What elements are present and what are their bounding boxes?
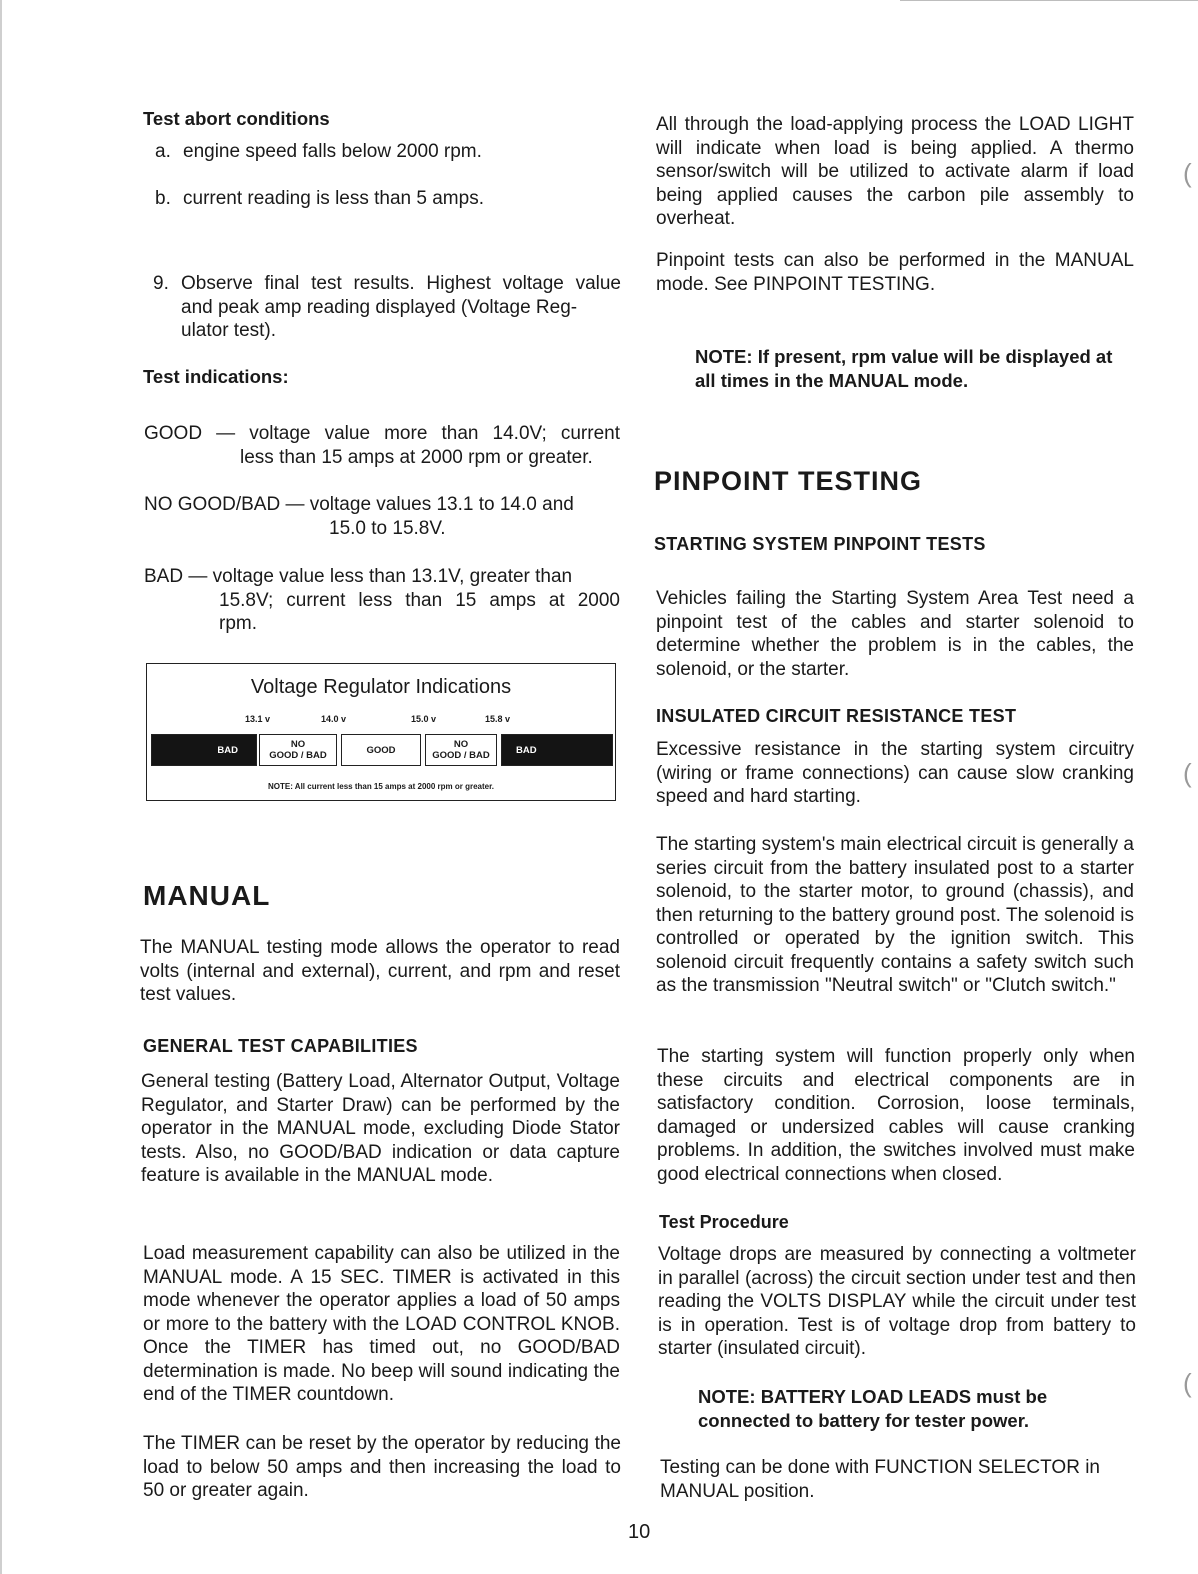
- bad-line-2: 15.8V; current less than 15 amps at 2000: [219, 589, 620, 611]
- vr-seg-good: GOOD: [341, 734, 421, 766]
- testing-para: Testing can be done with FUNCTION SELECTOR in MANUAL position.: [660, 1457, 1100, 1502]
- pinpoint-heading: PINPOINT TESTING: [654, 466, 923, 496]
- step-9-line-2: and peak amp reading displayed (Voltage Reg-: [181, 296, 578, 318]
- load-para: Load measurement capability can also be utilized in the MANUAL mode. A 15 SEC. TIMER is activated in this mode whenever the operator applies a load of 50 amps or more to the battery with the LOAD CONTROL KNOB. Once the TIMER has timed out, no GOOD/BAD determination is made. No beep will sound indicating the end of the TIMER countdown.: [143, 1243, 620, 1405]
- indication-bad: [144, 565, 620, 636]
- load-light-para: All through the load-applying process the LOAD LIGHT will indicate when load is being applied. A thermo sensor/switch will be utilized to activate alarm if load being applied causes the carbon pile assembly to overheat.: [656, 114, 1134, 229]
- scan-margin-line: [0, 0, 2, 1574]
- vr-seg-nogood-right-line2: GOOD / BAD: [432, 750, 490, 761]
- vr-seg-nogood-right-line1: NO: [453, 739, 469, 750]
- manual-heading: MANUAL: [143, 880, 271, 911]
- indication-good: [144, 422, 620, 469]
- excessive-para: Excessive resistance in the starting system circuitry (wiring or frame connections) can cause slow cranking speed and hard starting.: [656, 739, 1134, 807]
- step-9-text: [181, 272, 621, 343]
- nogood-line-2: 15.0 to 15.8V.: [329, 517, 446, 539]
- function-para: The starting system will function properly only when these circuits and electrical components are in satisfactory condition. Corrosion, loose terminals, damaged or undersized cables will cause cranking problems. In addition, the switches involved must make good electrical connections when closed.: [657, 1046, 1135, 1185]
- vr-bar: [151, 734, 613, 766]
- pinpoint-para: Pinpoint tests can also be performed in the MANUAL mode. See PINPOINT TESTING.: [656, 250, 1134, 295]
- indication-nogood: [144, 493, 620, 540]
- step-9-line-3: ulator test).: [181, 320, 277, 341]
- note-rpm: NOTE: If present, rpm value will be displayed at all times in the MANUAL mode.: [695, 346, 1113, 391]
- bad-line-3: rpm.: [219, 613, 257, 634]
- note-battery: NOTE: BATTERY LOAD LEADS must be connected to battery for tester power.: [698, 1386, 1048, 1431]
- vr-seg-nogood-left-line1: NO: [290, 739, 306, 750]
- bad-line-1: BAD — voltage value less than 13.1V, greater than: [144, 566, 573, 587]
- abort-item-a-label: a.: [155, 141, 171, 162]
- abort-heading: Test abort conditions: [143, 108, 330, 129]
- vr-seg-nogood-left: [259, 734, 337, 766]
- binder-hole-mark: (: [1183, 158, 1192, 188]
- vehicles-para: Vehicles failing the Starting System Area Test need a pinpoint test of the cables and starter solenoid to determine whether the problem is in the cables, the solenoid, or the starter.: [656, 588, 1134, 680]
- vr-box-title: Voltage Regulator Indications: [250, 676, 512, 698]
- timer-para: The TIMER can be reset by the operator by reducing the load to below 50 amps and then increasing the load to 50 or greater again.: [143, 1433, 621, 1501]
- manual-para: The MANUAL testing mode allows the operator to read volts (internal and external), current, and rpm and reset test values.: [140, 937, 620, 1005]
- vr-tick-14-0: 14.0 v: [321, 714, 347, 724]
- starting-heading: STARTING SYSTEM PINPOINT TESTS: [654, 534, 986, 554]
- general-para: General testing (Battery Load, Alternator Output, Voltage Regulator, and Starter Draw) can be performed by the operator in the MANUAL mode, excluding Diode Stator tests. Also, no GOOD/BAD indication or data capture feature is available in the MANUAL mode.: [141, 1071, 620, 1186]
- step-9-label: 9.: [153, 273, 169, 294]
- abort-item-a-text: engine speed falls below 2000 rpm.: [183, 141, 482, 162]
- good-line-1: GOOD — voltage value more than 14.0V; current: [144, 423, 620, 444]
- binder-hole-mark: (: [1183, 758, 1192, 788]
- scan-top-line: [900, 0, 1198, 1]
- procedure-para: Voltage drops are measured by connecting a voltmeter in parallel (across) the circuit section under test and then reading the VOLTS DISPLAY while the circuit under test is in operation. Test is of voltage drop from battery to starter (insulated circuit).: [658, 1244, 1136, 1359]
- main-circuit-para: The starting system's main electrical circuit is generally a series circuit from the battery insulated post to a starter solenoid, to the starter motor, to ground (chassis), and then returning to the battery ground post. The solenoid is controlled or operated by the ignition switch. This solenoid circuit frequently contains a safety switch such as the transmission "Neutral switch" or "Clutch switch.": [656, 834, 1134, 996]
- nogood-line-1: NO GOOD/BAD — voltage values 13.1 to 14.0 and: [144, 494, 574, 515]
- voltage-regulator-indications-box: [146, 663, 616, 801]
- binder-hole-mark: (: [1183, 1368, 1192, 1398]
- indications-heading: Test indications:: [143, 366, 289, 387]
- step-9-line-1: Observe final test results. Highest voltage value: [181, 273, 621, 294]
- vr-tick-15-0: 15.0 v: [411, 714, 437, 724]
- procedure-heading: Test Procedure: [659, 1212, 789, 1232]
- vr-seg-bad-left: BAD: [151, 734, 257, 766]
- vr-seg-nogood-right: [425, 734, 497, 766]
- insulated-heading: INSULATED CIRCUIT RESISTANCE TEST: [656, 706, 1017, 726]
- vr-seg-bad-right: BAD: [501, 734, 613, 766]
- abort-item-b-text: current reading is less than 5 amps.: [183, 188, 484, 209]
- vr-box-note: NOTE: All current less than 15 amps at 2000 rpm or greater.: [267, 782, 494, 791]
- vr-tick-13-1: 13.1 v: [245, 714, 271, 724]
- general-heading: GENERAL TEST CAPABILITIES: [143, 1036, 418, 1056]
- vr-tick-15-8: 15.8 v: [485, 714, 511, 724]
- page-number: 10: [628, 1521, 651, 1543]
- good-line-2: less than 15 amps at 2000 rpm or greater.: [240, 446, 593, 468]
- abort-item-b-label: b.: [155, 188, 171, 209]
- vr-seg-nogood-left-line2: GOOD / BAD: [269, 750, 327, 761]
